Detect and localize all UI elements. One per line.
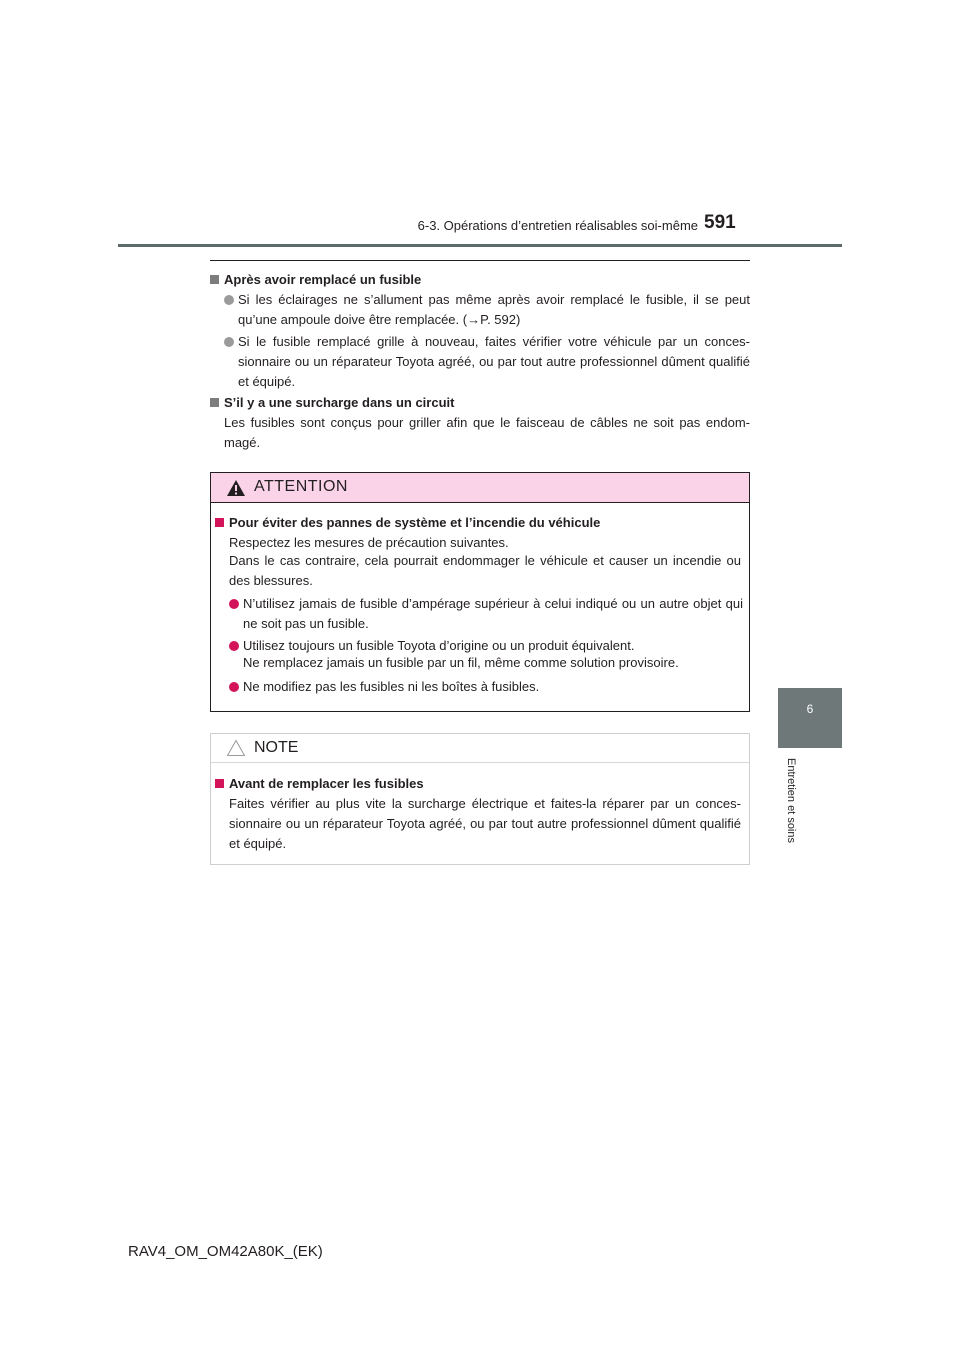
- warning-icon: [226, 479, 246, 497]
- bullet-icon: [224, 295, 234, 305]
- note-header-divider: [211, 762, 749, 763]
- header-rule: [118, 244, 842, 247]
- chapter-tab: [778, 688, 842, 748]
- note-body: Faites vérifier au plus vite la surcharge électrique et faites-la réparer par un conces-sionnaire ou un réparateur Toyota agréé, ou par tout autre professionnel dûment qualifié et équipé.: [229, 796, 741, 851]
- square-bullet-icon: [215, 779, 224, 788]
- content-top-rule: [210, 260, 750, 261]
- attention-title: ATTENTION: [254, 478, 348, 495]
- section-title: 6-3. Opérations d’entretien réalisables soi-même: [417, 218, 698, 233]
- attention-bullet-2: Utilisez toujours un fusible Toyota d’origine ou un produit équivalent.: [243, 638, 635, 653]
- note-heading: Avant de remplacer les fusibles: [215, 774, 424, 794]
- bullet-icon: [229, 682, 239, 692]
- section-heading-overload: S’il y a une surcharge dans un circuit: [210, 393, 454, 413]
- bullet-icon: [229, 599, 239, 609]
- bullet-icon: [229, 641, 239, 651]
- page-number: 591: [704, 212, 736, 233]
- document-code: RAV4_OM_OM42A80K_(EK): [128, 1243, 323, 1260]
- square-bullet-icon: [210, 275, 219, 284]
- attention-bullet-1: N’utilisez jamais de fusible d’ampérage supérieur à celui indiqué ou un autre objet qui ne soit pas un fusible.: [243, 596, 743, 631]
- section-heading-after-replace: Après avoir remplacé un fusible: [210, 270, 421, 290]
- attention-intro-2: Dans le cas contraire, cela pourrait endommager le véhicule et causer un incendie ou des blessures.: [229, 553, 741, 588]
- square-bullet-icon: [215, 518, 224, 527]
- attention-box: [210, 472, 750, 712]
- attention-bullet-2-line-2: Ne remplacez jamais un fusible par un fil, même comme solution provisoire.: [243, 655, 679, 670]
- attention-bullet-3: Ne modifiez pas les fusibles ni les boîtes à fusibles.: [243, 679, 540, 694]
- section-2-body: Les fusibles sont conçus pour griller afin que le faisceau de câbles ne soit pas endom-magé.: [224, 415, 750, 450]
- section-1-bullet-2: Si le fusible remplacé grille à nouveau, faites vérifier votre véhicule par un conces-sionnaire ou un réparateur Toyota agréé, ou par tout autre professionnel dûment qualifié et équipé.: [238, 334, 750, 389]
- attention-heading: Pour éviter des pannes de système et l’incendie du véhicule: [215, 513, 600, 533]
- bullet-icon: [224, 337, 234, 347]
- chapter-tab-label: Entretien et soins: [785, 758, 797, 843]
- note-title: NOTE: [254, 739, 299, 756]
- caution-outline-icon: [226, 739, 246, 757]
- square-bullet-icon: [210, 398, 219, 407]
- section-1-bullet-1: Si les éclairages ne s’allument pas même après avoir remplacé le fusible, il se peut qu’une ampoule doive être remplacée. (→P. 592): [238, 292, 750, 327]
- chapter-tab-number: 6: [806, 702, 814, 716]
- attention-intro-1: Respectez les mesures de précaution suivantes.: [229, 535, 509, 550]
